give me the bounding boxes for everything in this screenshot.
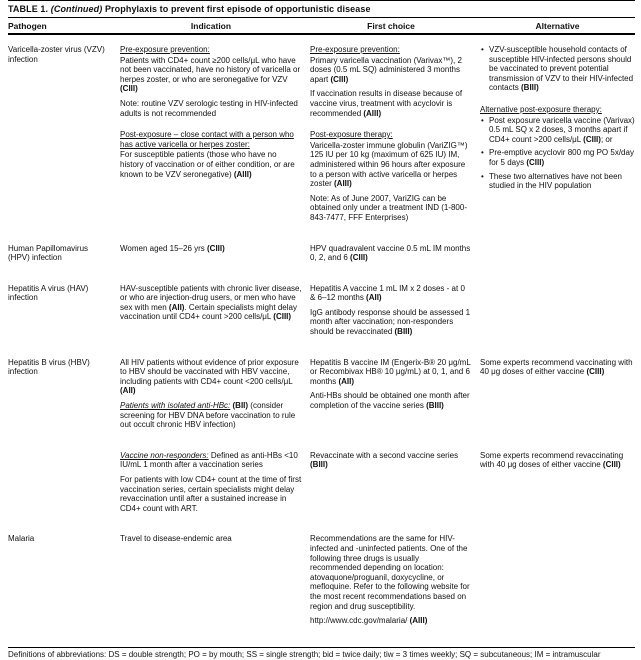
- cell-heading: Alternative post-exposure therapy:: [480, 104, 602, 114]
- cell-first-choice: [310, 244, 472, 268]
- table-row: [8, 358, 635, 435]
- cell-paragraph: Some experts recommend revaccinating with 40 μg doses of either vaccine (CIII): [480, 450, 624, 470]
- cell-indication: [120, 45, 302, 228]
- cell-alternative: [480, 534, 635, 630]
- cell-heading: Post-exposure therapy:: [310, 130, 393, 140]
- cell-pathogen: Human Papillomavirus (HPV) infection: [8, 243, 89, 263]
- table-row: [8, 45, 635, 228]
- cell-indication: [120, 534, 302, 630]
- bullet-item: • Pre-emptive acyclovir 800 mg PO 5x/day for 5 days (CIII): [480, 148, 635, 167]
- bullet-item: • Post exposure varicella vaccine (Varivax) 0.5 mL SQ x 2 doses, 3 months apart if CD4+ count >200 cells/μL (CIII); or: [480, 116, 635, 145]
- cell-paragraph: Vaccine non-responders: Defined as anti-HBs <10 IU/mL 1 month after a vaccination series: [120, 450, 298, 470]
- table-row: [8, 534, 635, 630]
- bullet-item: • These two alternatives have not been studied in the HIV population: [480, 172, 635, 191]
- column-header-pathogen: Pathogen: [8, 20, 47, 31]
- cell-paragraph: Some experts recommend vaccinating with 40 μg doses of either vaccine (CIII): [480, 357, 633, 377]
- cell-paragraph: Patients with CD4+ count ≥200 cells/μL who have not been vaccinated, have no history of varicella or herpes zoster, or who are seronegative for VZV (CIII): [120, 55, 301, 94]
- cell-paragraph: For susceptible patients (those who have no history of vaccination or of either condition, or are known to be VZV seronegative) (AIII): [120, 150, 295, 179]
- bullet-item: • VZV-susceptible household contacts of susceptible HIV-infected persons should be vaccinated to prevent potential transmission of VZV to their HIV-infected contacts (BIII): [480, 45, 635, 93]
- table-title: [8, 1, 635, 17]
- cell-pathogen: [8, 451, 112, 519]
- cell-alternative: [480, 45, 635, 228]
- cell-first-choice: [310, 451, 472, 519]
- cell-indication: [120, 244, 302, 268]
- cell-paragraph: http://www.cdc.gov/malaria/ (AIII): [310, 616, 428, 626]
- cell-paragraph: Hepatitis A vaccine 1 mL IM x 2 doses - at 0 & 6–12 months (AII): [310, 283, 465, 303]
- cell-paragraph: If vaccination results in disease because of vaccine virus, treatment with acyclovir is recommended (AIII): [310, 89, 463, 118]
- cell-paragraph: Recommendations are the same for HIV-infected and -uninfected patients. One of the following three drugs is usually recommended depending on location: atovaquone/proguanil, doxycycline, or mefloquine. Refer to the following website for the most recent recommendations based on region and drug susceptibility.: [310, 534, 470, 611]
- cell-indication: [120, 284, 302, 342]
- column-headers: [8, 18, 635, 33]
- cell-paragraph: Revaccinate with a second vaccine series (BIII): [310, 450, 459, 470]
- cell-heading: Post-exposure – close contact with a person who has active varicella or herpes zoster:: [120, 130, 294, 149]
- cell-pathogen: Varicella-zoster virus (VZV) infection: [8, 45, 105, 64]
- cell-paragraph: Varicella-zoster immune globulin (VariZIG™) 125 IU per 10 kg (maximum of 625 IU) IM, administered within 96 hours after exposure to a person with active varicella or herpes zoster (AIII): [310, 140, 468, 189]
- table-title-prefix: TABLE 1.: [8, 4, 49, 14]
- cell-paragraph: Patients with isolated anti-HBc: (BII) (consider screening for HBV DNA before vaccination to rule out occult chronic HBV infection): [120, 401, 296, 430]
- cell-pathogen: Hepatitis A virus (HAV) infection: [8, 283, 89, 303]
- cell-pathogen: Malaria: [8, 534, 35, 544]
- column-header-alternative: Alternative: [535, 20, 580, 31]
- cell-paragraph: HPV quadravalent vaccine 0.5 mL IM months 0, 2, and 6 (CIII): [310, 243, 471, 263]
- cell-paragraph: All HIV patients without evidence of prior exposure to HBV should be vaccinated with HBV vaccine, including patients with CD4+ count <200 cells/μL (AII): [120, 357, 299, 396]
- cell-first-choice: [310, 358, 472, 435]
- table-title-text: Prophylaxis to prevent first episode of opportunistic disease: [104, 4, 371, 14]
- table-row: [8, 244, 635, 268]
- cell-paragraph: Anti-HBs should be obtained one month after completion of the vaccine series (BIII): [310, 391, 470, 411]
- cell-paragraph: Women aged 15–26 yrs (CIII): [120, 243, 225, 253]
- table-body: [8, 35, 635, 647]
- cell-first-choice: [310, 45, 472, 228]
- cell-indication: [120, 358, 302, 435]
- cell-paragraph: IgG antibody response should be assessed 1 month after vaccination; non-responders should be revaccinated (BIII): [310, 307, 471, 337]
- table-row: [8, 284, 635, 342]
- cell-alternative: [480, 244, 635, 268]
- cell-alternative: [480, 451, 635, 519]
- column-header-first-choice: First choice: [367, 20, 415, 31]
- cell-heading: Pre-exposure prevention:: [310, 45, 400, 54]
- cell-paragraph: Note: As of June 2007, VariZIG can be obtained only under a treatment IND (1-800-843-7477, FFF Enterprises): [310, 193, 467, 222]
- cell-alternative: [480, 358, 635, 435]
- cell-indication: [120, 451, 302, 519]
- cell-first-choice: [310, 284, 472, 342]
- footnote: Definitions of abbreviations: DS = double strength; PO = by mouth; SS = single strength; bid = twice daily; tiw = 3 times weekly; SQ = subcutaneous; IM = intramuscular: [8, 650, 601, 660]
- column-header-indication: Indication: [190, 20, 232, 31]
- cell-alternative: [480, 284, 635, 342]
- cell-paragraph: Travel to disease-endemic area: [120, 534, 232, 544]
- cell-paragraph: For patients with low CD4+ count at the time of first vaccination series, certain specialists might delay revaccination until after a sustained increase in CD4+ count with ART.: [120, 475, 302, 513]
- cell-heading: Pre-exposure prevention:: [120, 45, 210, 54]
- cell-paragraph: Note: routine VZV serologic testing in HIV-infected adults is not recommended: [120, 98, 298, 118]
- table-title-continued: (Continued): [50, 4, 103, 14]
- table-row: [8, 451, 635, 519]
- cell-paragraph: Primary varicella vaccination (Varivax™), 2 doses (0.5 mL SQ) administered 3 months apart (CIII): [310, 55, 462, 84]
- cell-paragraph: HAV-susceptible patients with chronic liver disease, or who are injection-drug users, or men who have sex with men (AII). Certain specialists might delay vaccination until CD4+ count >200 cells/μL (CIII): [120, 283, 302, 322]
- cell-paragraph: Hepatitis B vaccine IM (Engerix-B® 20 μg/mL or Recombivax HB® 10 μg/mL) at 0, 1, and 6 months (AII): [310, 357, 471, 386]
- cell-pathogen: Hepatitis B virus (HBV) infection: [8, 357, 90, 377]
- cell-first-choice: [310, 534, 472, 630]
